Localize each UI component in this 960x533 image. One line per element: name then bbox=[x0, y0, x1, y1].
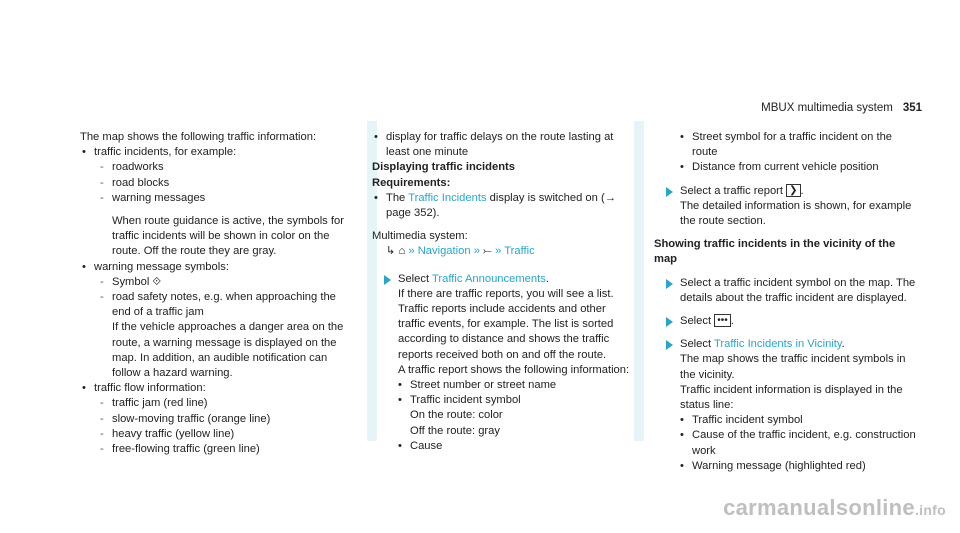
column-3 bbox=[654, 130, 919, 474]
home-icon: ⌂ bbox=[398, 245, 406, 258]
dash-item: - road safety notes, e.g. when approaching the end of a traffic jam bbox=[80, 290, 348, 320]
multimedia-label: Multimedia system: bbox=[372, 230, 468, 243]
bullet-item: • Street number or street name bbox=[372, 378, 630, 393]
bullet-item: • Traffic incident symbol bbox=[372, 393, 630, 408]
intro-text: The map shows the following traffic information: bbox=[80, 131, 317, 143]
page-number: 351 bbox=[902, 102, 922, 114]
dash-item: - warning messages bbox=[80, 191, 348, 206]
dash-item: - slow-moving traffic (orange line) bbox=[80, 412, 348, 427]
step-item: Select Traffic Announcements. bbox=[372, 272, 630, 287]
forward-icon: » bbox=[495, 245, 502, 258]
dash-item: - traffic jam (red line) bbox=[80, 396, 348, 411]
return-arrow-icon: ↳ bbox=[386, 245, 396, 258]
traffic-incidents-link[interactable]: Traffic Incidents bbox=[408, 191, 487, 204]
detail-text: On the route: color bbox=[410, 409, 503, 422]
dash-item: - heavy traffic (yellow line) bbox=[80, 427, 348, 442]
dash-item bbox=[80, 275, 348, 290]
manual-title: MBUX multimedia system bbox=[761, 102, 893, 114]
step-item: Select ••• . bbox=[654, 314, 919, 329]
note-text: If the vehicle approaches a danger area on the route, a warning message is displayed on the map. In addition, an audible notification can follow a hazard warning. bbox=[112, 321, 344, 380]
requirements-label: Requirements: bbox=[372, 176, 451, 189]
step-arrow-icon bbox=[666, 187, 673, 197]
step-item: Select a traffic report ❯ . bbox=[654, 184, 919, 199]
bullet-item: • Traffic incident symbol bbox=[654, 413, 919, 428]
traffic-incidents-vicinity-link[interactable]: Traffic Incidents in Vicinity bbox=[714, 338, 842, 351]
step-body: The detailed information is shown, for example the route section. bbox=[680, 199, 912, 228]
bullet-item: • Cause bbox=[372, 439, 630, 454]
dash-item: - free-flowing traffic (green line) bbox=[80, 442, 348, 457]
step-body: If there are traffic reports, you will see a list. Traffic reports include accidents and other traffic events, for example. The list is sorted according to distance and shows the traffic reports received both on and off the route. bbox=[398, 287, 614, 361]
step-body: A traffic report shows the following information: bbox=[398, 363, 630, 376]
dash-item: - road blocks bbox=[80, 176, 348, 191]
bullet-item: • Distance from current vehicle position bbox=[654, 160, 919, 175]
bullet-item: • traffic flow information: bbox=[80, 381, 348, 396]
forward-icon: » bbox=[473, 245, 480, 258]
column-1 bbox=[80, 130, 348, 457]
nav-path bbox=[372, 244, 630, 259]
bullet-item: • traffic incidents, for example: bbox=[80, 145, 348, 160]
step-body: Traffic incident information is displayed in the status line: bbox=[680, 383, 903, 412]
step-arrow-icon bbox=[666, 317, 673, 327]
step-item: Select a traffic incident symbol on the map. The details about the traffic incident are displayed. bbox=[654, 276, 919, 306]
section-marker-bar bbox=[634, 121, 644, 441]
step-item: Select Traffic Incidents in Vicinity. bbox=[654, 337, 919, 352]
bullet-item: • Warning message (highlighted red) bbox=[654, 459, 919, 474]
note-text: When route guidance is active, the symbols for traffic incidents will be shown in color on the route. Off the route they are gray. bbox=[112, 215, 344, 258]
warning-symbol-icon: ⟐ bbox=[152, 275, 162, 288]
bullet-item: • Cause of the traffic incident, e.g. construction work bbox=[654, 428, 919, 458]
watermark: carmanualsonline.info bbox=[723, 495, 946, 520]
column-2 bbox=[372, 130, 630, 454]
step-body: The map shows the traffic incident symbols in the vicinity. bbox=[680, 353, 906, 381]
section-heading: Showing traffic incidents in the vicinity of the map bbox=[654, 238, 896, 266]
step-arrow-icon bbox=[666, 340, 673, 350]
nav-navigation[interactable]: Navigation bbox=[417, 245, 471, 258]
page-header bbox=[761, 102, 922, 114]
traffic-announcements-link[interactable]: Traffic Announcements bbox=[432, 272, 546, 285]
more-options-icon[interactable]: ••• bbox=[714, 314, 731, 327]
section-heading: Displaying traffic incidents bbox=[372, 161, 515, 174]
navigation-menu-icon: ⤚ bbox=[483, 245, 492, 258]
symbol-label: Symbol bbox=[112, 275, 150, 288]
bullet-item: • Street symbol for a traffic incident on the route bbox=[654, 130, 919, 160]
chevron-right-icon[interactable]: ❯ bbox=[786, 184, 800, 197]
forward-icon: » bbox=[408, 245, 415, 258]
detail-text: Off the route: gray bbox=[410, 424, 500, 437]
bullet-item: • display for traffic delays on the route lasting at least one minute bbox=[372, 130, 630, 160]
step-arrow-icon bbox=[384, 275, 391, 285]
dash-item: - roadworks bbox=[80, 160, 348, 175]
nav-traffic[interactable]: Traffic bbox=[504, 245, 535, 258]
bullet-item: • warning message symbols: bbox=[80, 260, 348, 275]
bullet-item: • The Traffic Incidents display is switched on (→ page 352). bbox=[372, 191, 630, 221]
step-arrow-icon bbox=[666, 279, 673, 289]
